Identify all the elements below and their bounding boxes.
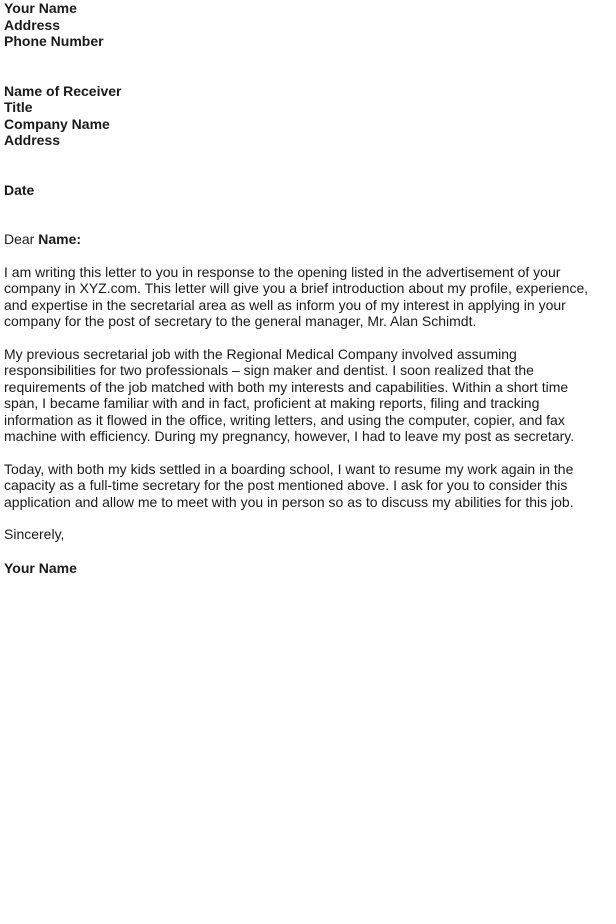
receiver-title: Title [4, 99, 33, 115]
receiver-company: Company Name [4, 115, 110, 132]
paragraph-line: My previous secretarial job with the Regional Medical Company involved assuming [4, 345, 517, 362]
receiver-address: Address [4, 132, 61, 148]
paragraph-line: I am writing this letter to you in response to the opening listed in the advertisement of your [4, 263, 561, 280]
paragraph-line: Today, with both my kids settled in a boarding school, I want to resume my work again in the [4, 460, 574, 477]
receiver-name: Name of Receiver [4, 82, 122, 99]
closing [4, 526, 610, 543]
sender-address: Address [4, 16, 61, 33]
paragraph-line: capacity as a full-time secretary for the post mentioned above. I ask for you to consider this [4, 477, 568, 493]
salutation [4, 231, 610, 248]
paragraph-line: company for the post of secretary to the general manager, Mr. Alan Schimdt. [4, 313, 477, 329]
paragraph-2 [4, 346, 610, 445]
paragraph-line: machine with efficiency. During my pregnancy, however, I had to leave my post as secretary. [4, 428, 575, 444]
paragraph-line: application and allow me to meet with you in person so as to discuss my abilities for this job. [4, 493, 574, 510]
date-block [4, 182, 610, 199]
salutation-prefix: Dear [4, 231, 39, 247]
paragraph-line: information as it flowed in the office, writing letters, and using the computer, copier, and fax [4, 411, 565, 428]
sender-block [4, 0, 610, 50]
signature [4, 560, 610, 577]
signature-name: Your Name [4, 559, 77, 576]
closing-text: Sincerely, [4, 526, 65, 542]
letter-date: Date [4, 181, 35, 198]
letter-page [4, 0, 610, 576]
paragraph-line: responsibilities for two professionals – sign maker and dentist. I soon realized that the [4, 362, 534, 378]
paragraph-line: requirements of the job matched with both my interests and capabilities. Within a short time [4, 378, 569, 395]
paragraph-3 [4, 461, 610, 511]
paragraph-line: span, I became familiar with and in fact, proficient at making reports, filing and tracking [4, 395, 540, 411]
receiver-block [4, 83, 610, 149]
paragraph-line: company in XYZ.com. This letter will give you a brief introduction about my profile, experience, [4, 280, 589, 296]
paragraph-line: and expertise in the secretarial area as well as inform you of my interest in applying in your [4, 296, 566, 313]
sender-phone: Phone Number [4, 33, 104, 49]
paragraph-1 [4, 264, 610, 330]
sender-name: Your Name [4, 0, 77, 16]
salutation-name: Name: [38, 231, 82, 247]
